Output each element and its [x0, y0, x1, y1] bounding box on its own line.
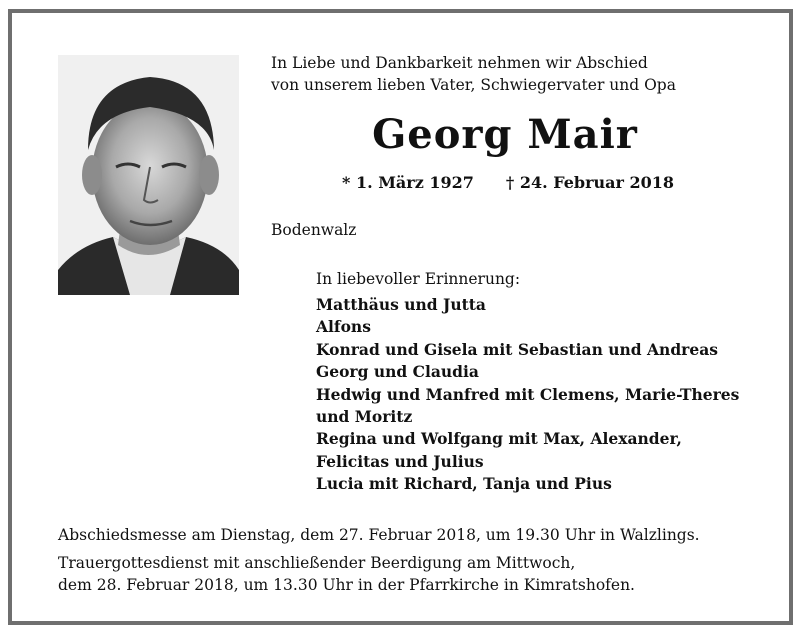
- funeral-line: Trauergottesdienst mit anschließender Beerdigung am Mittwoch,: [58, 554, 576, 572]
- death-date: † 24. Februar 2018: [505, 173, 675, 192]
- family-line: und Moritz: [316, 407, 413, 427]
- intro-line: von unserem lieben Vater, Schwiegervater und Opa: [271, 76, 676, 94]
- family-line: Regina und Wolfgang mit Max, Alexander,: [316, 429, 682, 449]
- family-line: Lucia mit Richard, Tanja und Pius: [316, 474, 612, 494]
- family-line: Konrad und Gisela mit Sebastian und Andreas: [316, 339, 718, 359]
- family-line: Georg und Claudia: [316, 362, 479, 382]
- funeral-line: dem 28. Februar 2018, um 13.30 Uhr in der Pfarrkirche in Kimratshofen.: [58, 576, 635, 594]
- birth-date: * 1. März 1927: [342, 173, 474, 192]
- family-line: Alfons: [316, 317, 371, 337]
- family-line: Matthäus und Jutta: [316, 295, 486, 314]
- deceased-name: Georg Mair: [372, 111, 638, 158]
- life-dates: [342, 172, 674, 194]
- farewell-mass-text: Abschiedsmesse am Dienstag, dem 27. Februar 2018, um 19.30 Uhr in Walzlings.: [58, 526, 700, 544]
- memory-heading: In liebevoller Erinnerung:: [316, 270, 521, 288]
- portrait-photo: [58, 55, 239, 295]
- intro-line: In Liebe und Dankbarkeit nehmen wir Abschied: [271, 54, 648, 72]
- funeral-service-text: [58, 552, 635, 596]
- family-line: Felicitas und Julius: [316, 451, 484, 471]
- family-list: [316, 294, 739, 496]
- family-line: Hedwig und Manfred mit Clemens, Marie-Theres: [316, 384, 740, 404]
- hometown: Bodenwalz: [271, 221, 357, 239]
- intro-text: [271, 52, 676, 96]
